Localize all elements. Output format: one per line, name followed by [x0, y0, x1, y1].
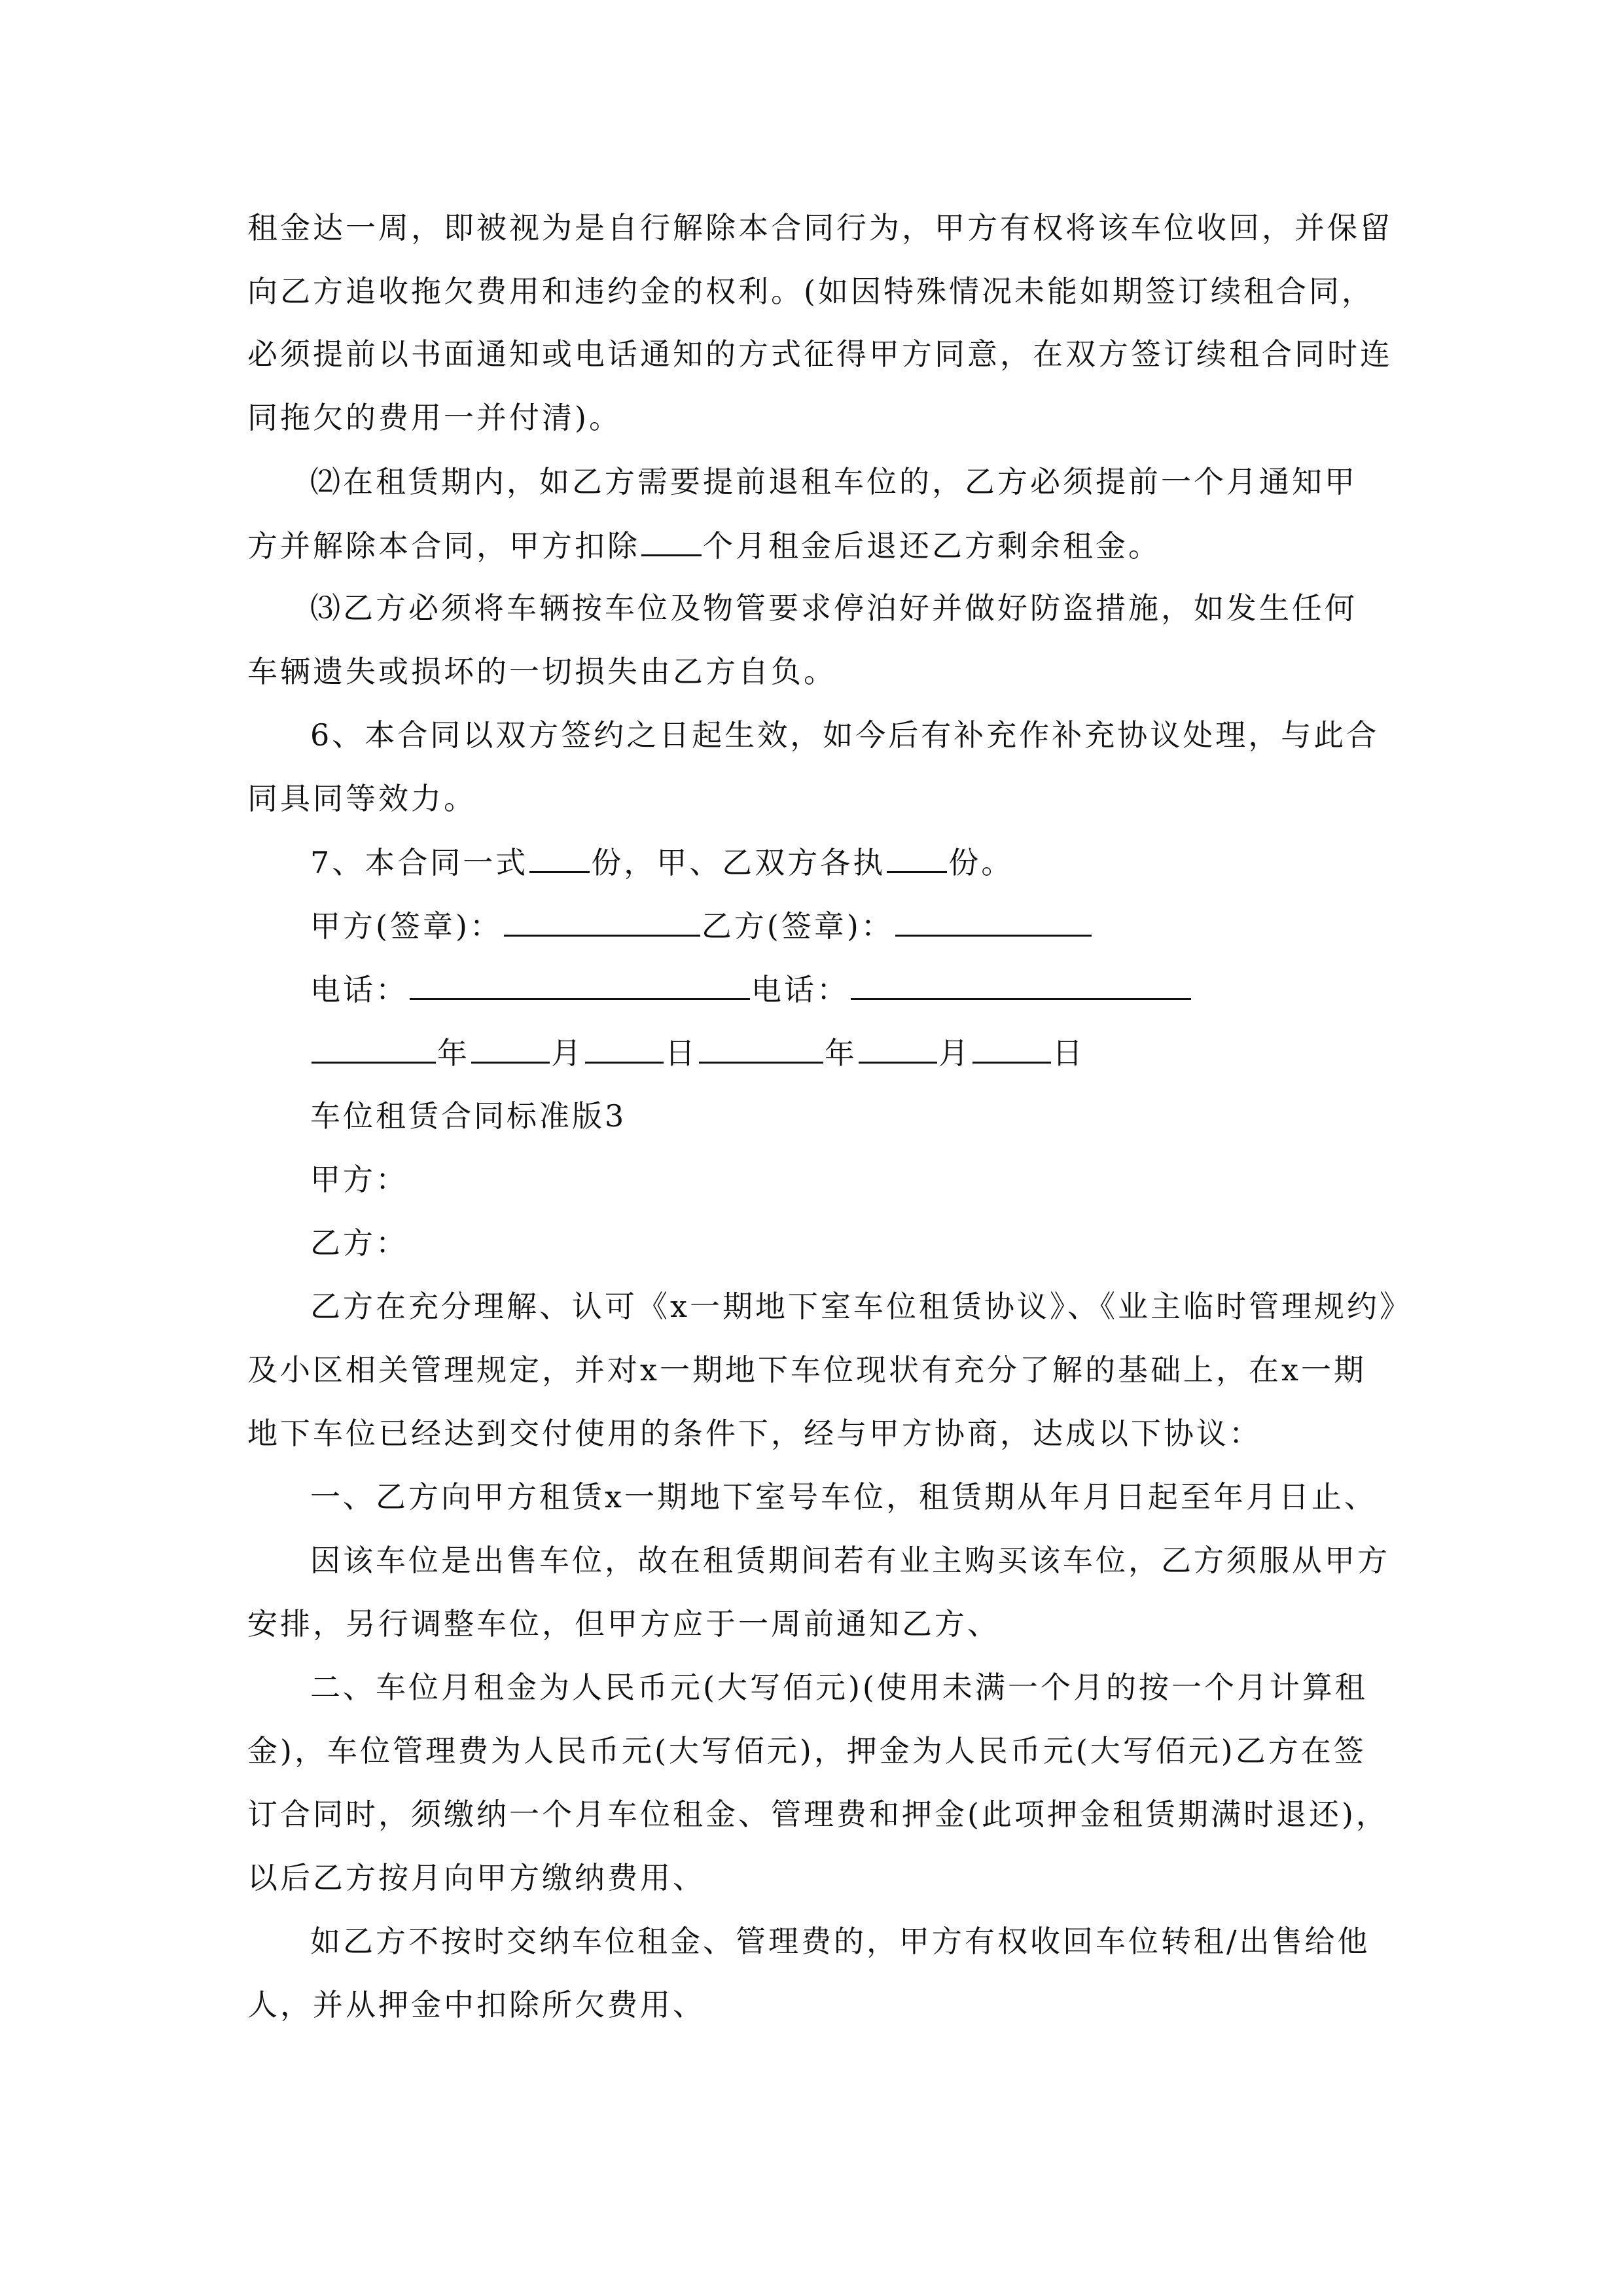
party-a-label: 甲方： — [310, 1162, 408, 1197]
article-2-line: 以后乙方按月向甲方缴纳费用、 — [247, 1860, 705, 1895]
year-b-blank[interactable] — [699, 1033, 823, 1064]
paragraph-line: 租金达一周，即被视为是自行解除本合同行为，甲方有权将该车位收回，并保留 — [247, 210, 1393, 245]
day-label: 日 — [1052, 1035, 1085, 1071]
day-a-blank[interactable] — [585, 1033, 664, 1064]
phone-b-blank[interactable] — [851, 969, 1191, 1000]
article-2-note-line: 人，并从押金中扣除所欠费用、 — [247, 1987, 705, 2022]
month-a-blank[interactable] — [471, 1033, 550, 1064]
intro-line: 及小区相关管理规定，并对x一期地下车位现状有充分了解的基础上，在x一期 — [247, 1352, 1366, 1388]
clause-3-line: ⑶乙方必须将车辆按车位及物管要求停泊好并做好防盗措施，如发生任何 — [310, 590, 1357, 626]
day-label: 日 — [665, 1035, 698, 1071]
clause-7-text: 7、本合同一式 — [310, 845, 529, 880]
year-label: 年 — [825, 1035, 857, 1071]
year-label: 年 — [437, 1035, 470, 1071]
clause-2-line: ⑵在租赁期内，如乙方需要提前退租车位的，乙方必须提前一个月通知甲 — [310, 464, 1357, 499]
article-1-line: 一、乙方向甲方租赁x一期地下室号车位，租赁期从年月日起至年月日止、 — [310, 1479, 1377, 1515]
party-b-label: 乙方： — [310, 1225, 408, 1261]
clause-6-line: 6、本合同以双方签约之日起生效，如今后有补充作补充协议处理，与此合 — [310, 717, 1380, 753]
phone-label-a: 电话： — [310, 972, 408, 1007]
month-b-blank[interactable] — [859, 1033, 937, 1064]
clause-2-text: 方并解除本合同，甲方扣除 — [247, 528, 640, 564]
clause-7-line — [310, 842, 1014, 882]
article-2-note-line: 如乙方不按时交纳车位租金、管理费的，甲方有权收回车位转租/出售给他 — [310, 1924, 1370, 1959]
article-1-note-line: 安排，另行调整车位，但甲方应于一周前通知乙方、 — [247, 1606, 1000, 1641]
section-title: 车位租赁合同标准版3 — [310, 1098, 627, 1134]
months-blank[interactable] — [641, 526, 702, 556]
party-b-sign-label: 乙方(签章)： — [701, 908, 894, 944]
clause-2-text: 个月租金后退还乙方剩余租金。 — [703, 528, 1161, 564]
party-b-sign-blank[interactable] — [895, 906, 1092, 937]
intro-line: 地下车位已经达到交付使用的条件下，经与甲方协商，达成以下协议： — [247, 1416, 1262, 1451]
copies-total-blank[interactable] — [529, 842, 590, 873]
phone-row — [310, 969, 1192, 1009]
phone-label-b: 电话： — [751, 972, 849, 1007]
date-row — [310, 1033, 1085, 1072]
article-2-line: 金)，车位管理费为人民币元(大写佰元)，押金为人民币元(大写佰元)乙方在签 — [247, 1733, 1366, 1768]
party-a-sign-blank[interactable] — [504, 906, 700, 937]
signature-row — [310, 906, 1093, 945]
clause-7-text: 份，甲、乙双方各执 — [591, 845, 886, 880]
clause-6-line: 同具同等效力。 — [247, 781, 476, 816]
paragraph-line: 同拖欠的费用一并付清)。 — [247, 400, 622, 435]
paragraph-line: 必须提前以书面通知或电话通知的方式征得甲方同意，在双方签订续租合同时连 — [247, 336, 1393, 372]
intro-line: 乙方在充分理解、认可《x一期地下室车位租赁协议》、《业主临时管理规约》 — [310, 1289, 1412, 1324]
phone-a-blank[interactable] — [410, 969, 750, 1000]
clause-7-text: 份。 — [948, 845, 1014, 880]
article-2-line: 订合同时，须缴纳一个月车位租金、管理费和押金(此项押金租赁期满时退还)， — [247, 1797, 1389, 1832]
paragraph-line: 向乙方追收拖欠费用和违约金的权利。(如因特殊情况未能如期签订续租合同， — [247, 274, 1374, 309]
month-label: 月 — [551, 1035, 584, 1071]
clause-2-line — [247, 526, 1161, 565]
year-a-blank[interactable] — [312, 1033, 436, 1064]
day-b-blank[interactable] — [972, 1033, 1051, 1064]
article-2-line: 二、车位月租金为人民币元(大写佰元)(使用未满一个月的按一个月计算租 — [310, 1670, 1368, 1705]
copies-each-blank[interactable] — [887, 842, 947, 873]
party-a-sign-label: 甲方(签章)： — [310, 908, 503, 944]
article-1-note-line: 因该车位是出售车位，故在租赁期间若有业主购买该车位，乙方须服从甲方 — [310, 1543, 1390, 1578]
month-label: 月 — [938, 1035, 971, 1071]
clause-3-line: 车辆遗失或损坏的一切损失由乙方自负。 — [247, 654, 836, 689]
